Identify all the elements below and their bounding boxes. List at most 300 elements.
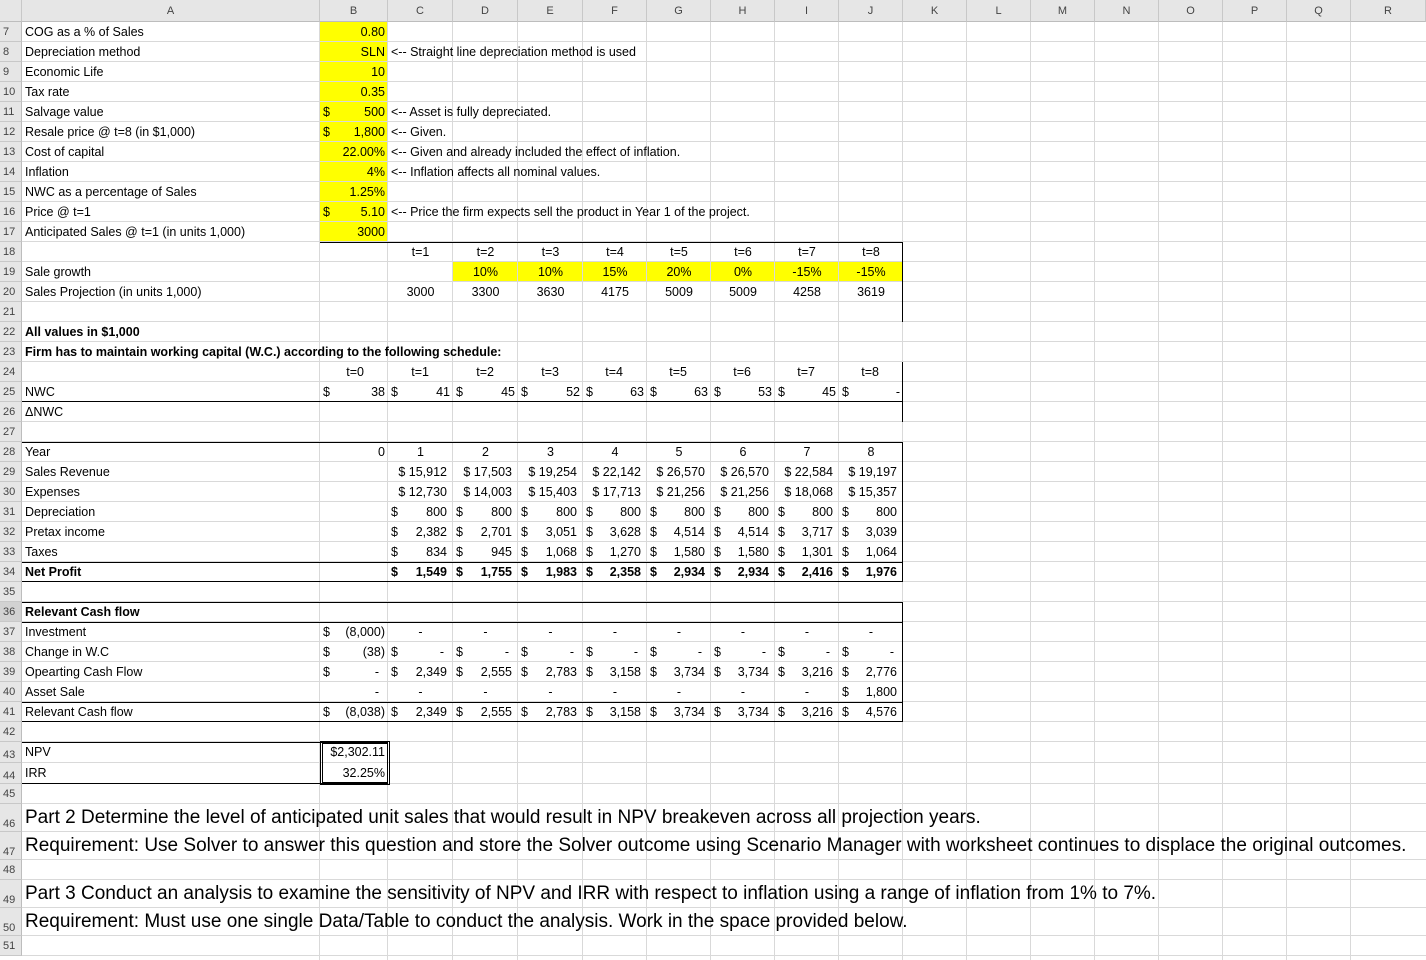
period-label: t=2 bbox=[476, 245, 495, 259]
income-row-label: Taxes bbox=[25, 545, 58, 559]
wc-period: t=8 bbox=[861, 365, 879, 379]
cashflow-value: 3,158 bbox=[609, 665, 641, 679]
period-label: t=8 bbox=[862, 245, 880, 259]
income-currency: $ bbox=[521, 545, 528, 559]
cashflow-total-border bbox=[22, 702, 903, 703]
row-header-14[interactable]: 14 bbox=[0, 162, 22, 182]
cashflow-currency: $ bbox=[842, 705, 849, 719]
row-header-44[interactable]: 44 bbox=[0, 763, 22, 784]
income-currency: $ bbox=[391, 545, 398, 559]
income-currency: $ bbox=[521, 505, 528, 519]
row-header-42[interactable]: 42 bbox=[0, 722, 22, 742]
nwc-currency: $ bbox=[391, 385, 398, 399]
cashflow-currency: $ bbox=[778, 645, 785, 659]
cashflow-value: - bbox=[804, 685, 810, 699]
nwc-currency: $ bbox=[323, 385, 330, 399]
input-note: <-- Price the firm expects sell the product in Year 1 of the project. bbox=[391, 205, 750, 219]
cashflow-value: 2,776 bbox=[865, 665, 897, 679]
row-header-33[interactable]: 33 bbox=[0, 542, 22, 562]
cashflow-currency: $ bbox=[650, 665, 657, 679]
nwc-value: - bbox=[895, 385, 900, 399]
row-header-10[interactable]: 10 bbox=[0, 82, 22, 102]
income-value: 3,051 bbox=[545, 525, 577, 539]
cashflow-value: - bbox=[504, 645, 509, 659]
income-value: 800 bbox=[812, 505, 833, 519]
income-currency: $ bbox=[456, 505, 463, 519]
sales-projection-value: 4258 bbox=[793, 285, 821, 299]
income-value: 1,755 bbox=[480, 565, 512, 579]
cashflow-value: 2,783 bbox=[545, 665, 577, 679]
sale-growth-value[interactable]: -15% bbox=[792, 265, 822, 279]
nwc-currency: $ bbox=[521, 385, 528, 399]
sales-projection-value: 5009 bbox=[729, 285, 757, 299]
period-label: t=3 bbox=[541, 245, 560, 259]
input-value[interactable]: SLN bbox=[360, 45, 385, 59]
income-value: 1,549 bbox=[415, 565, 447, 579]
income-value: 2,934 bbox=[673, 565, 705, 579]
npv-label: NPV bbox=[25, 745, 51, 759]
cashflow-value: - bbox=[612, 625, 618, 639]
cashflow-currency: $ bbox=[323, 625, 330, 639]
column-header-I[interactable]: I bbox=[775, 0, 839, 22]
income-currency: $ bbox=[456, 545, 463, 559]
irr-label: IRR bbox=[25, 766, 47, 780]
input-note: <-- Straight line depreciation method is used bbox=[391, 45, 636, 59]
cashflow-currency: $ bbox=[586, 645, 593, 659]
column-header-L[interactable]: L bbox=[967, 0, 1031, 22]
year-value: 8 bbox=[867, 445, 875, 459]
column-header-E[interactable]: E bbox=[518, 0, 583, 22]
wc-title: All values in $1,000 bbox=[25, 325, 140, 339]
corner-select-all[interactable] bbox=[0, 0, 22, 22]
cashflow-currency: $ bbox=[714, 645, 721, 659]
input-currency: $ bbox=[323, 205, 330, 219]
row-header-21[interactable]: 21 bbox=[0, 302, 22, 322]
row-header-47[interactable]: 47 bbox=[0, 832, 22, 860]
row-header-41[interactable]: 41 bbox=[0, 702, 22, 722]
year-value: 4 bbox=[611, 445, 619, 459]
input-note: <-- Given and already included the effect of inflation. bbox=[391, 145, 681, 159]
cashflow-currency: $ bbox=[842, 685, 849, 699]
cashflow-value: - bbox=[548, 685, 553, 699]
income-value: $ 21,256 bbox=[720, 485, 769, 499]
wc-period: t=6 bbox=[733, 365, 751, 379]
cashflow-value: 2,555 bbox=[480, 705, 512, 719]
income-currency: $ bbox=[586, 565, 593, 579]
sale-growth-value[interactable]: -15% bbox=[856, 265, 886, 279]
cashflow-currency: $ bbox=[391, 665, 398, 679]
cashflow-value-t0: (38) bbox=[362, 645, 385, 659]
cashflow-value: 2,783 bbox=[545, 705, 577, 719]
income-value: 1,068 bbox=[545, 545, 577, 559]
sale-growth-value[interactable]: 10% bbox=[537, 265, 564, 279]
income-value: $ 17,713 bbox=[592, 485, 641, 499]
income-row-label: Pretax income bbox=[25, 525, 105, 539]
row-header-28[interactable]: 28 bbox=[0, 442, 22, 462]
sale-growth-value[interactable]: 15% bbox=[602, 265, 628, 279]
income-value: $ 21,256 bbox=[656, 485, 705, 499]
income-row-label: Expenses bbox=[25, 485, 80, 499]
cashflow-value: - bbox=[612, 685, 618, 699]
cashflow-value: - bbox=[740, 625, 746, 639]
cashflow-value: - bbox=[418, 625, 423, 639]
period-label: t=7 bbox=[798, 245, 816, 259]
sale-growth-value[interactable]: 10% bbox=[472, 265, 499, 279]
sales-projection-value: 4175 bbox=[601, 285, 629, 299]
column-header-R[interactable]: R bbox=[1351, 0, 1426, 22]
year-value: 1 bbox=[417, 445, 424, 459]
row-header-43[interactable]: 43 bbox=[0, 742, 22, 763]
income-value: 2,358 bbox=[609, 565, 641, 579]
income-currency: $ bbox=[714, 565, 721, 579]
income-currency: $ bbox=[456, 565, 463, 579]
input-currency: $ bbox=[323, 105, 330, 119]
income-row-label: Depreciation bbox=[25, 505, 96, 519]
input-note: <-- Inflation affects all nominal values. bbox=[391, 165, 601, 179]
cashflow-currency: $ bbox=[521, 645, 528, 659]
income-value: 4,514 bbox=[737, 525, 769, 539]
income-currency: $ bbox=[842, 525, 849, 539]
nwc-currency: $ bbox=[778, 385, 785, 399]
nwc-value: 45 bbox=[501, 385, 515, 399]
row-header-27[interactable]: 27 bbox=[0, 422, 22, 442]
cashflow-value: 3,734 bbox=[673, 665, 705, 679]
income-value: 1,983 bbox=[545, 565, 577, 579]
cashflow-value: - bbox=[483, 625, 488, 639]
cashflow-header-border bbox=[22, 622, 903, 623]
period-label: t=5 bbox=[670, 245, 688, 259]
column-header-N[interactable]: N bbox=[1095, 0, 1159, 22]
income-currency: $ bbox=[714, 545, 721, 559]
input-currency: $ bbox=[323, 125, 330, 139]
cashflow-value: - bbox=[889, 645, 894, 659]
income-value: $ 12,730 bbox=[398, 485, 447, 499]
column-header-M[interactable]: M bbox=[1031, 0, 1095, 22]
input-value[interactable]: 0.35 bbox=[360, 85, 385, 99]
income-row-label: Sales Revenue bbox=[25, 465, 110, 479]
income-currency: $ bbox=[521, 525, 528, 539]
income-value: 3,717 bbox=[801, 525, 833, 539]
column-header-C[interactable]: C bbox=[388, 0, 453, 22]
column-header-Q[interactable]: Q bbox=[1287, 0, 1351, 22]
row-header-46[interactable]: 46 bbox=[0, 804, 22, 832]
row-header-7[interactable]: 7 bbox=[0, 22, 22, 42]
column-header-D[interactable]: D bbox=[453, 0, 518, 22]
row-header-31[interactable]: 31 bbox=[0, 502, 22, 522]
wc-period: t=7 bbox=[797, 365, 815, 379]
cashflow-row-label: Change in W.C bbox=[25, 645, 110, 659]
row-header-37[interactable]: 37 bbox=[0, 622, 22, 642]
input-value[interactable]: 4% bbox=[366, 165, 385, 179]
income-currency: $ bbox=[842, 505, 849, 519]
row-header-16[interactable]: 16 bbox=[0, 202, 22, 222]
income-currency: $ bbox=[842, 565, 849, 579]
income-currency: $ bbox=[391, 565, 398, 579]
input-label: Anticipated Sales @ t=1 (in units 1,000) bbox=[25, 225, 246, 239]
income-value: 945 bbox=[491, 545, 512, 559]
cashflow-value: 3,734 bbox=[737, 665, 769, 679]
cashflow-value-t0: (8,038) bbox=[345, 705, 385, 719]
column-header-P[interactable]: P bbox=[1223, 0, 1287, 22]
income-currency: $ bbox=[456, 525, 463, 539]
cashflow-currency: $ bbox=[586, 705, 593, 719]
cashflow-value: - bbox=[676, 625, 682, 639]
income-value: $ 26,570 bbox=[656, 465, 705, 479]
income-currency: $ bbox=[778, 525, 785, 539]
row-header-25[interactable]: 25 bbox=[0, 382, 22, 402]
income-currency: $ bbox=[778, 505, 785, 519]
row-header-38[interactable]: 38 bbox=[0, 642, 22, 662]
income-value: 800 bbox=[684, 505, 705, 519]
input-label: COG as a % of Sales bbox=[25, 25, 144, 39]
delta-nwc-label: ΔNWC bbox=[25, 405, 64, 419]
cashflow-value-t0: (8,000) bbox=[345, 625, 385, 639]
cashflow-value: - bbox=[676, 685, 682, 699]
row-header-34[interactable]: 34 bbox=[0, 562, 22, 582]
period-label: t=1 bbox=[411, 245, 430, 259]
income-currency: $ bbox=[842, 545, 849, 559]
income-value: 2,701 bbox=[480, 525, 512, 539]
nwc-currency: $ bbox=[650, 385, 657, 399]
income-value: 2,382 bbox=[415, 525, 447, 539]
column-header-O[interactable]: O bbox=[1159, 0, 1223, 22]
gridline-row bbox=[22, 955, 1426, 956]
input-note: <-- Given. bbox=[391, 125, 447, 139]
cashflow-currency: $ bbox=[650, 705, 657, 719]
cashflow-value: - bbox=[868, 625, 874, 639]
input-value[interactable]: 3000 bbox=[357, 225, 385, 239]
sales-projection-value: 3300 bbox=[471, 285, 500, 299]
input-label: Price @ t=1 bbox=[25, 205, 91, 219]
column-header-B[interactable]: B bbox=[320, 0, 388, 22]
wc-period: t=0 bbox=[346, 365, 364, 379]
cashflow-value: 2,555 bbox=[480, 665, 512, 679]
year-value: 7 bbox=[803, 445, 811, 459]
cashflow-value: - bbox=[761, 645, 766, 659]
income-value: $ 22,142 bbox=[592, 465, 641, 479]
input-value[interactable]: 5.10 bbox=[360, 205, 385, 219]
nwc-value: 63 bbox=[694, 385, 708, 399]
input-value[interactable]: 1,800 bbox=[353, 125, 385, 139]
income-value: 4,514 bbox=[673, 525, 705, 539]
income-value: 1,064 bbox=[865, 545, 897, 559]
row-header-50[interactable]: 50 bbox=[0, 908, 22, 936]
results-value-box bbox=[320, 741, 390, 785]
year-value: 6 bbox=[739, 445, 747, 459]
column-header-F[interactable]: F bbox=[583, 0, 647, 22]
row-header-8[interactable]: 8 bbox=[0, 42, 22, 62]
cashflow-value: - bbox=[633, 645, 638, 659]
wc-period: t=5 bbox=[669, 365, 687, 379]
row-header-40[interactable]: 40 bbox=[0, 682, 22, 702]
row-header-23[interactable]: 23 bbox=[0, 342, 22, 362]
cashflow-value: - bbox=[697, 645, 702, 659]
cashflow-value: 2,349 bbox=[415, 705, 447, 719]
irr-value[interactable]: 32.25% bbox=[342, 766, 385, 780]
cashflow-currency: $ bbox=[842, 645, 849, 659]
income-currency: $ bbox=[586, 505, 593, 519]
column-header-G[interactable]: G bbox=[647, 0, 711, 22]
cashflow-currency: $ bbox=[456, 705, 463, 719]
cashflow-currency: $ bbox=[521, 705, 528, 719]
row-header-29[interactable]: 29 bbox=[0, 462, 22, 482]
row-header-32[interactable]: 32 bbox=[0, 522, 22, 542]
nwc-label: NWC bbox=[25, 385, 55, 399]
column-header-H[interactable]: H bbox=[711, 0, 775, 22]
row-header-22[interactable]: 22 bbox=[0, 322, 22, 342]
row-header-15[interactable]: 15 bbox=[0, 182, 22, 202]
nwc-currency: $ bbox=[842, 385, 849, 399]
row-header-30[interactable]: 30 bbox=[0, 482, 22, 502]
cashflow-currency: $ bbox=[521, 665, 528, 679]
cashflow-currency: $ bbox=[714, 665, 721, 679]
income-currency: $ bbox=[650, 525, 657, 539]
cashflow-value: 3,734 bbox=[673, 705, 705, 719]
year-value: 0 bbox=[378, 445, 385, 459]
income-value: 3,628 bbox=[609, 525, 641, 539]
nwc-value: 63 bbox=[630, 385, 644, 399]
cashflow-row-label: Asset Sale bbox=[25, 685, 85, 699]
cashflow-value: - bbox=[418, 685, 423, 699]
income-row-label: Net Profit bbox=[25, 565, 82, 579]
income-value: 1,270 bbox=[609, 545, 641, 559]
input-value[interactable]: 10 bbox=[371, 65, 385, 79]
cashflow-currency: $ bbox=[323, 645, 330, 659]
year-label: Year bbox=[25, 445, 51, 459]
cashflow-row-label: Relevant Cash flow bbox=[25, 705, 133, 719]
income-value: $ 17,503 bbox=[463, 465, 512, 479]
cashflow-currency: $ bbox=[714, 705, 721, 719]
instruction-text: Part 3 Conduct an analysis to examine the sensitivity of NPV and IRR with respect to inflation using a range of inflation from 1% to 7%. bbox=[25, 883, 1157, 904]
row-header-51[interactable]: 51 bbox=[0, 936, 22, 956]
cashflow-currency: $ bbox=[842, 665, 849, 679]
income-value: 1,580 bbox=[673, 545, 705, 559]
row-header-48[interactable]: 48 bbox=[0, 860, 22, 880]
wc-period: t=2 bbox=[476, 365, 494, 379]
netprofit-border bbox=[22, 562, 903, 563]
row-header-11[interactable]: 11 bbox=[0, 102, 22, 122]
input-label: Resale price @ t=8 (in $1,000) bbox=[25, 125, 196, 139]
cashflow-value: 3,158 bbox=[609, 705, 641, 719]
column-header-J[interactable]: J bbox=[839, 0, 903, 22]
row-header-26[interactable]: 26 bbox=[0, 402, 22, 422]
income-value: 1,580 bbox=[737, 545, 769, 559]
income-value: $ 15,403 bbox=[528, 485, 577, 499]
input-value[interactable]: 500 bbox=[364, 105, 385, 119]
wc-subtitle: Firm has to maintain working capital (W.C.) according to the following schedule: bbox=[25, 345, 502, 359]
year-value: 3 bbox=[547, 445, 554, 459]
npv-value[interactable]: $2,302.11 bbox=[330, 745, 385, 759]
input-label: Depreciation method bbox=[25, 45, 141, 59]
cashflow-row-label: Opearting Cash Flow bbox=[25, 665, 143, 679]
row-header-13[interactable]: 13 bbox=[0, 142, 22, 162]
sales-projection-value: 3000 bbox=[406, 285, 435, 299]
input-value[interactable]: 1.25% bbox=[349, 185, 385, 199]
cashflow-value: 3,216 bbox=[801, 705, 833, 719]
cashflow-value: - bbox=[483, 685, 488, 699]
nwc-currency: $ bbox=[586, 385, 593, 399]
income-value: $ 15,357 bbox=[848, 485, 897, 499]
wc-period: t=3 bbox=[541, 365, 559, 379]
row-header-35[interactable]: 35 bbox=[0, 582, 22, 602]
nwc-value: 38 bbox=[371, 385, 385, 399]
income-value: $ 19,197 bbox=[848, 465, 897, 479]
income-value: 800 bbox=[556, 505, 577, 519]
income-value: $ 14,003 bbox=[463, 485, 512, 499]
input-label: Tax rate bbox=[25, 85, 70, 99]
column-header-A[interactable]: A bbox=[22, 0, 320, 22]
cashflow-value: - bbox=[569, 645, 574, 659]
row-header-20[interactable]: 20 bbox=[0, 282, 22, 302]
cashflow-value: 1,800 bbox=[865, 685, 897, 699]
year-value: 5 bbox=[675, 445, 683, 459]
wc-period: t=4 bbox=[605, 365, 623, 379]
row-header-49[interactable]: 49 bbox=[0, 880, 22, 908]
input-value[interactable]: 0.80 bbox=[360, 25, 385, 39]
income-table-border bbox=[22, 442, 903, 582]
cashflow-value: - bbox=[740, 685, 746, 699]
row-header-18[interactable]: 18 bbox=[0, 242, 22, 262]
sale-growth-value[interactable]: 20% bbox=[666, 265, 692, 279]
income-currency: $ bbox=[650, 545, 657, 559]
cashflow-value: - bbox=[439, 645, 444, 659]
cashflow-title: Relevant Cash flow bbox=[25, 605, 140, 619]
cashflow-value: 2,349 bbox=[415, 665, 447, 679]
income-value: $ 15,912 bbox=[398, 465, 447, 479]
cashflow-value-t0: - bbox=[374, 685, 379, 699]
income-currency: $ bbox=[391, 525, 398, 539]
sale-growth-label: Sale growth bbox=[25, 265, 92, 279]
sale-growth-value[interactable]: 0% bbox=[733, 265, 753, 279]
row-header-36[interactable]: 36 bbox=[0, 602, 22, 622]
input-label: Economic Life bbox=[25, 65, 104, 79]
input-label: NWC as a percentage of Sales bbox=[25, 185, 197, 199]
income-value: 2,416 bbox=[801, 565, 833, 579]
nwc-currency: $ bbox=[714, 385, 721, 399]
row-header-24[interactable]: 24 bbox=[0, 362, 22, 382]
row-header-19[interactable]: 19 bbox=[0, 262, 22, 282]
column-header-K[interactable]: K bbox=[903, 0, 967, 22]
income-value: $ 22,584 bbox=[784, 465, 833, 479]
income-value: 800 bbox=[426, 505, 447, 519]
row-header-17[interactable]: 17 bbox=[0, 222, 22, 242]
cashflow-currency: $ bbox=[323, 665, 330, 679]
income-value: 834 bbox=[426, 545, 447, 559]
cashflow-currency: $ bbox=[778, 665, 785, 679]
income-currency: $ bbox=[391, 505, 398, 519]
row-header-12[interactable]: 12 bbox=[0, 122, 22, 142]
nwc-value: 41 bbox=[436, 385, 450, 399]
wc-table-border bbox=[320, 362, 903, 422]
income-value: $ 19,254 bbox=[528, 465, 577, 479]
cashflow-currency: $ bbox=[456, 645, 463, 659]
cashflow-value: 3,216 bbox=[801, 665, 833, 679]
income-currency: $ bbox=[650, 565, 657, 579]
cashflow-currency: $ bbox=[391, 705, 398, 719]
sales-projection-label: Sales Projection (in units 1,000) bbox=[25, 285, 202, 299]
income-currency: $ bbox=[778, 545, 785, 559]
row-header-45[interactable]: 45 bbox=[0, 784, 22, 804]
income-value: 800 bbox=[491, 505, 512, 519]
cashflow-currency: $ bbox=[586, 665, 593, 679]
income-value: 2,934 bbox=[737, 565, 769, 579]
sales-projection-value: 3619 bbox=[857, 285, 885, 299]
cashflow-currency: $ bbox=[778, 705, 785, 719]
row-header-9[interactable]: 9 bbox=[0, 62, 22, 82]
cashflow-value: - bbox=[804, 625, 810, 639]
row-header-39[interactable]: 39 bbox=[0, 662, 22, 682]
input-value[interactable]: 22.00% bbox=[342, 145, 385, 159]
